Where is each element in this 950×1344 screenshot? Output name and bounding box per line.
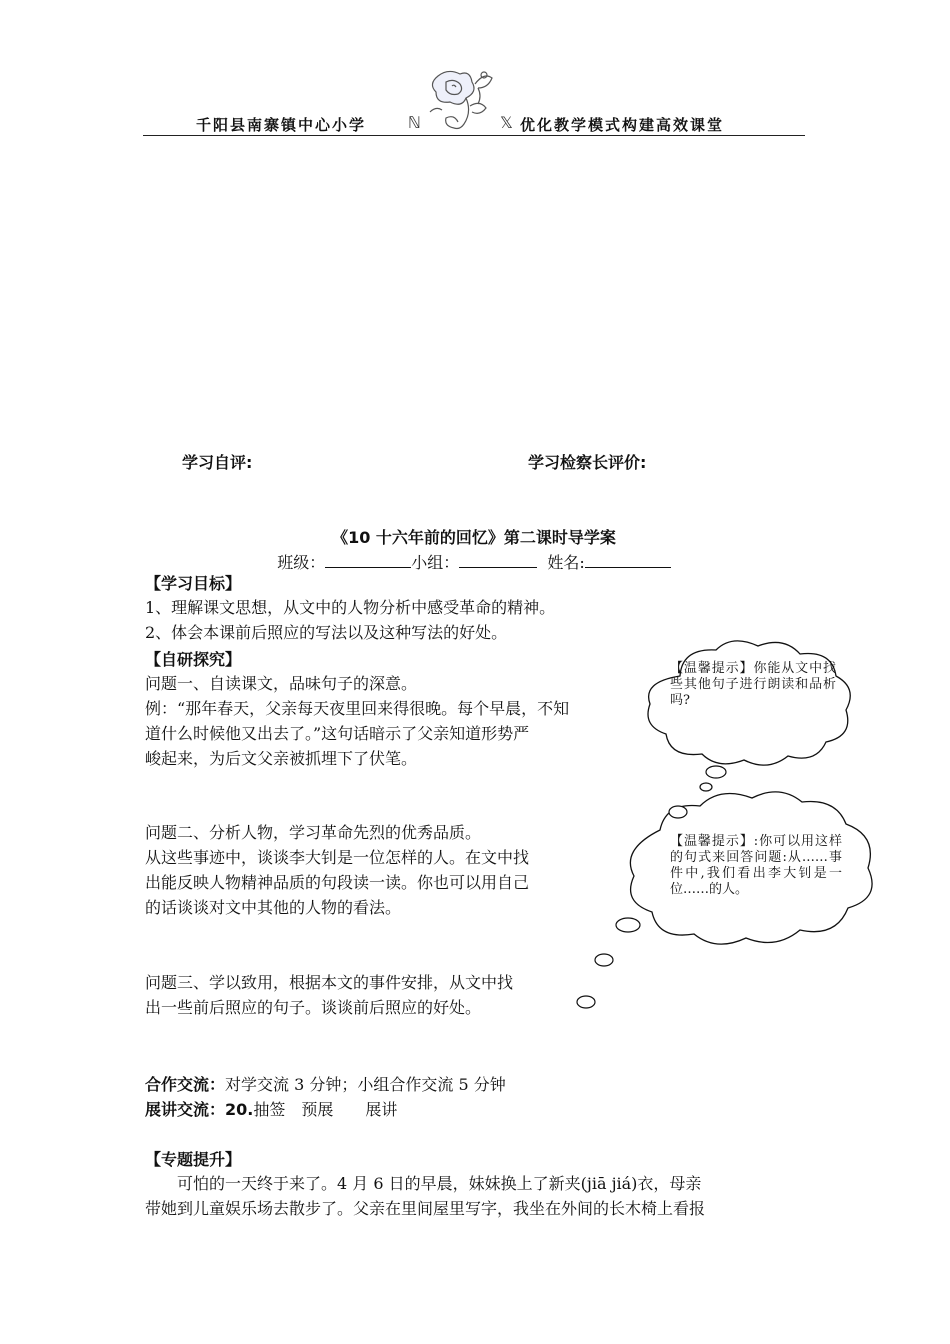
inquiry-heading: 【自研探究】 <box>145 650 242 669</box>
question-2-title: 问题二、分析人物，学习革命先烈的优秀品质。 <box>145 823 482 842</box>
tip-2-text: 【温馨提示】:你可以用这样的句式来回答问题:从……事件中,我们看出李大钊是一位……的人。 <box>670 834 842 897</box>
inspector-evaluation-label: 学习检察长评价: <box>528 453 647 472</box>
goal-item: 1、理解课文思想，从文中的人物分析中感受革命的精神。 <box>145 598 556 617</box>
presentation-number: 20. <box>225 1100 254 1119</box>
name-label: 姓名: <box>547 553 585 572</box>
question-1-title: 问题一、自读课文，品味句子的深意。 <box>145 674 418 693</box>
class-info-line <box>143 550 805 573</box>
school-name: 千阳县南寨镇中心小学 <box>196 116 367 134</box>
presentation-line <box>145 1097 397 1122</box>
self-evaluation-label: 学习自评: <box>182 453 253 472</box>
topic-heading: 【专题提升】 <box>145 1150 242 1169</box>
header-rule <box>143 135 805 136</box>
topic-paragraph-line: 可怕的一天终于来了。4 月 6 日的早晨，妹妹换上了新夹(jiā jiá)衣，母亲 <box>177 1174 702 1193</box>
question-3-text: 出一些前后照应的句子。谈谈前后照应的好处。 <box>145 998 482 1017</box>
morning-glory-logo-icon <box>420 66 500 136</box>
thought-cloud-1 <box>640 636 860 796</box>
topic-paragraph-line: 带她到儿童娱乐场去散步了。父亲在里间屋里写字，我坐在外间的长木椅上看报 <box>145 1199 706 1218</box>
header-motto: 优化教学模式构建高效课堂 <box>520 116 725 134</box>
tip-1-text: 【温馨提示】你能从文中找些其他句子进行朗读和品析吗? <box>670 661 836 708</box>
cooperation-line <box>145 1072 506 1097</box>
group-label: 小组： <box>411 553 460 572</box>
class-label: 班级： <box>277 553 326 572</box>
question-2-text: 出能反映人物精神品质的句段读一读。你也可以用自己 <box>145 873 530 892</box>
presentation-text: 抽签 预展 展讲 <box>253 1100 398 1119</box>
question-2-text: 的话谈谈对文中其他的人物的看法。 <box>145 898 402 917</box>
cooperation-text: 对学交流 3 分钟；小组合作交流 5 分钟 <box>225 1075 506 1094</box>
class-blank <box>325 553 411 568</box>
question-1-text: 峻起来，为后文父亲被抓埋下了伏笔。 <box>145 749 418 768</box>
question-1-text: 道什么时候他又出去了。”这句话暗示了父亲知道形势严 <box>145 724 530 743</box>
group-blank <box>459 553 537 568</box>
question-3-text: 问题三、学以致用，根据本文的事件安排，从文中找 <box>145 973 514 992</box>
presentation-label: 展讲交流： <box>145 1100 226 1119</box>
cooperation-label: 合作交流： <box>145 1075 226 1094</box>
name-blank <box>585 553 671 568</box>
goal-item: 2、体会本课前后照应的写法以及这种写法的好处。 <box>145 623 508 642</box>
question-2-text: 从这些事迹中，谈谈李大钊是一位怎样的人。在文中找 <box>145 848 530 867</box>
question-1-text: 例：“那年春天，父亲每天夜里回来得很晚。每个早晨，不知 <box>145 699 570 718</box>
goals-heading: 【学习目标】 <box>145 574 242 593</box>
double-x-glyph: 𝕏 <box>500 113 513 132</box>
document-title: 《10 十六年前的回忆》第二课时导学案 <box>332 528 616 547</box>
double-n-glyph: ℕ <box>408 113 421 132</box>
